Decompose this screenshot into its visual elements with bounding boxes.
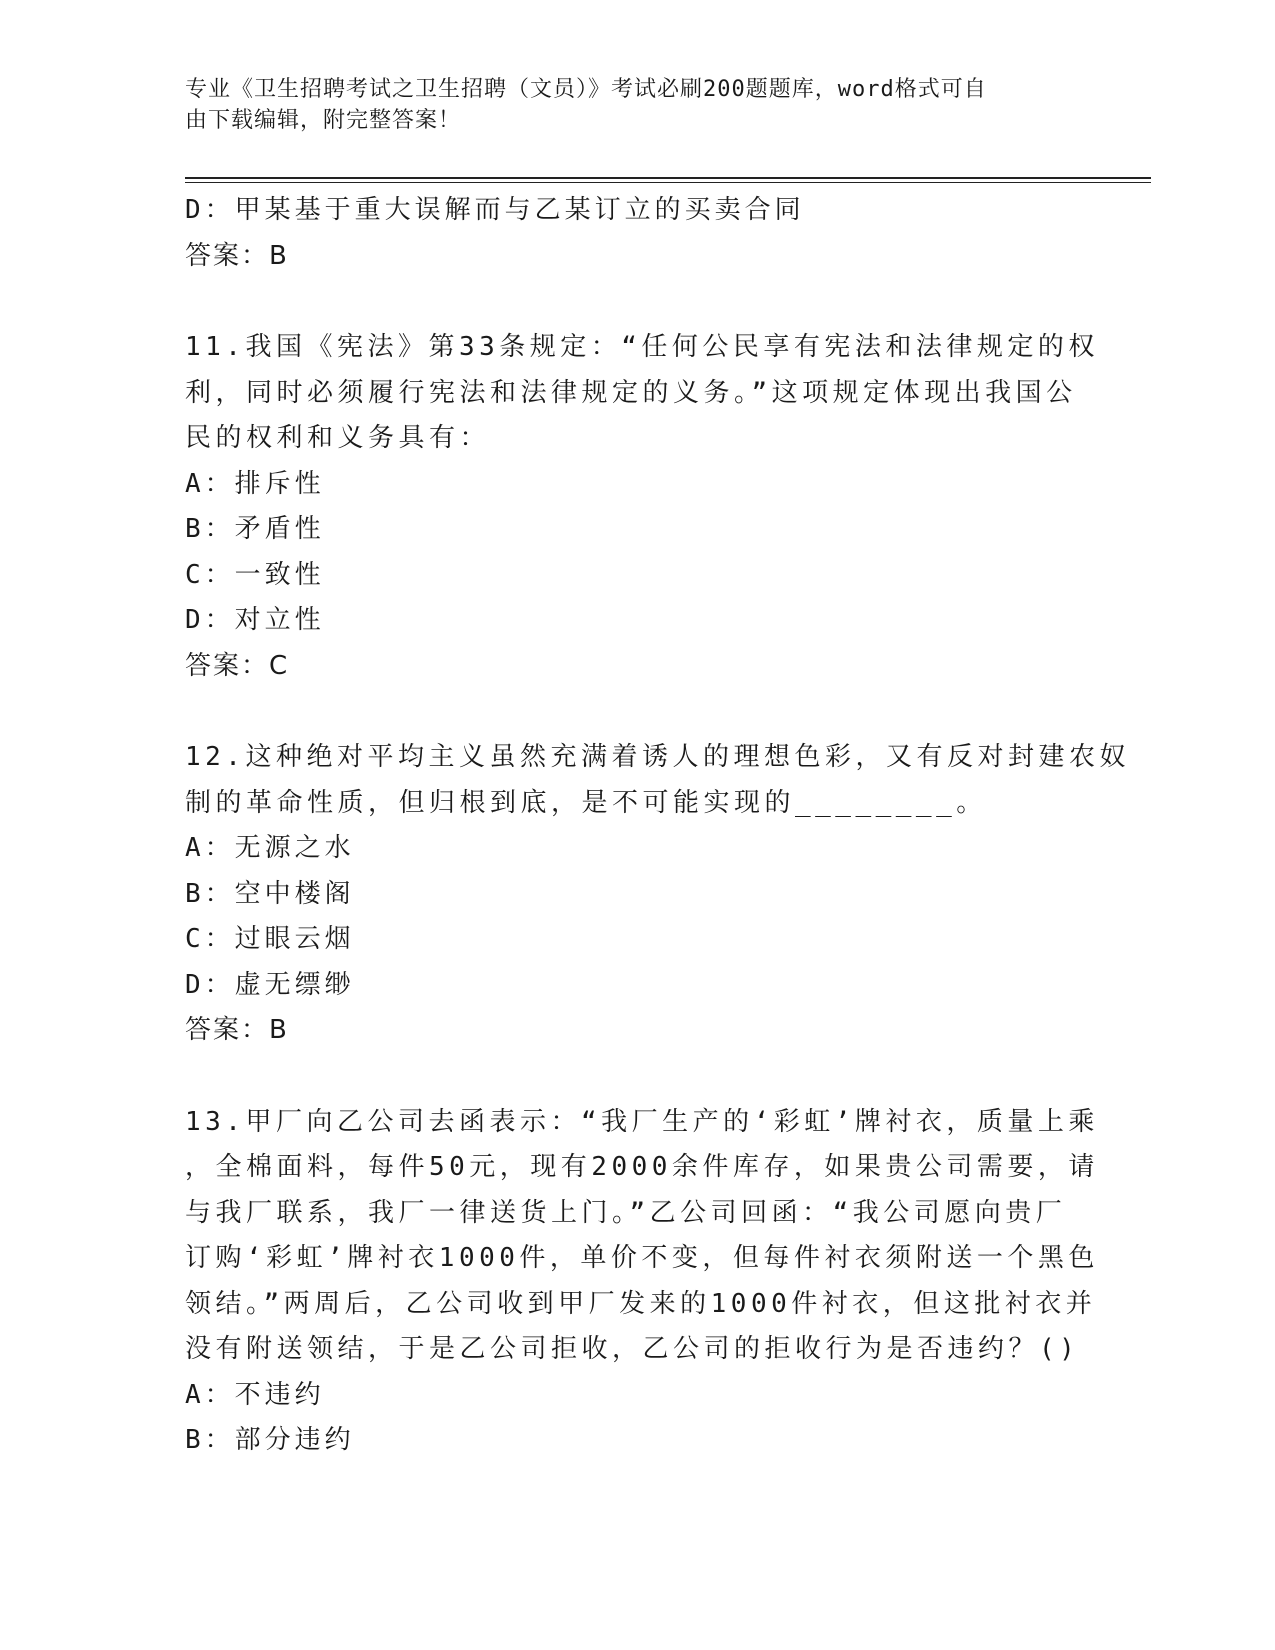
option-d: D：虚无缥缈: [185, 969, 355, 1000]
spacer: [185, 689, 1085, 735]
question-text-line: 订购‘彩虹’牌衬衣1000件，单价不变，但每件衬衣须附送一个黑色: [185, 1243, 1099, 1273]
answer-line: 答案：B: [185, 240, 289, 271]
question-text-line: 12.这种绝对平均主义虽然充满着诱人的理想色彩，又有反对封建农奴: [185, 742, 1130, 772]
question-13: [185, 1100, 1099, 1464]
option-d: D：甲某基于重大误解而与乙某订立的买卖合同: [185, 195, 805, 225]
option-b: B：部分违约: [185, 1425, 355, 1455]
question-text-line: 领结。”两周后，乙公司收到甲厂发来的1000件衬衣，但这批衬衣并: [185, 1288, 1097, 1319]
option-c: C：过眼云烟: [185, 924, 355, 954]
question-text-line: 没有附送领结，于是乙公司拒收，乙公司的拒收行为是否违约？(): [185, 1334, 1080, 1364]
spacer: [185, 279, 1085, 325]
header-line-1: 专业《卫生招聘考试之卫生招聘（文员）》考试必刷200题题库，word格式可自: [185, 77, 987, 102]
question-text-line: 民的权利和义务具有：: [185, 423, 491, 453]
option-a: A：不违约: [185, 1379, 325, 1410]
header-divider-thin: [185, 182, 1151, 183]
option-a: A：排斥性: [185, 468, 325, 499]
option-a: A：无源之水: [185, 833, 355, 863]
question-11: [185, 325, 1099, 689]
header-line-2: 由下载编辑，附完整答案！: [185, 108, 462, 133]
spacer: [185, 1054, 1085, 1100]
question-text-line: 与我厂联系，我厂一律送货上门。”乙公司回函：“我公司愿向贵厂: [185, 1197, 1067, 1228]
document-header: [185, 74, 1085, 136]
option-b: B：空中楼阁: [185, 878, 355, 909]
answer-line: 答案：B: [185, 1015, 289, 1045]
question-text-line: 制的革命性质，但归根到底，是不可能实现的________。: [185, 787, 987, 818]
option-b: B：矛盾性: [185, 514, 325, 544]
header-divider-thick: [185, 177, 1151, 179]
question-12: [185, 735, 1130, 1054]
question-text-line: 13.甲厂向乙公司去函表示：“我厂生产的‘彩虹’牌衬衣，质量上乘: [185, 1106, 1099, 1137]
answer-line: 答案：C: [185, 650, 290, 681]
option-c: C：一致性: [185, 559, 325, 590]
question-text-line: 11.我国《宪法》第33条规定：“任何公民享有宪法和法律规定的权: [185, 332, 1099, 362]
previous-question-tail: [185, 188, 1085, 279]
question-text-line: ，全棉面料，每件50元，现有2000余件库存，如果贵公司需要，请: [185, 1152, 1099, 1182]
question-list: [185, 188, 1130, 1464]
question-text-line: 利，同时必须履行宪法和法律规定的义务。”这项规定体现出我国公: [185, 377, 1077, 408]
option-d: D：对立性: [185, 605, 325, 635]
